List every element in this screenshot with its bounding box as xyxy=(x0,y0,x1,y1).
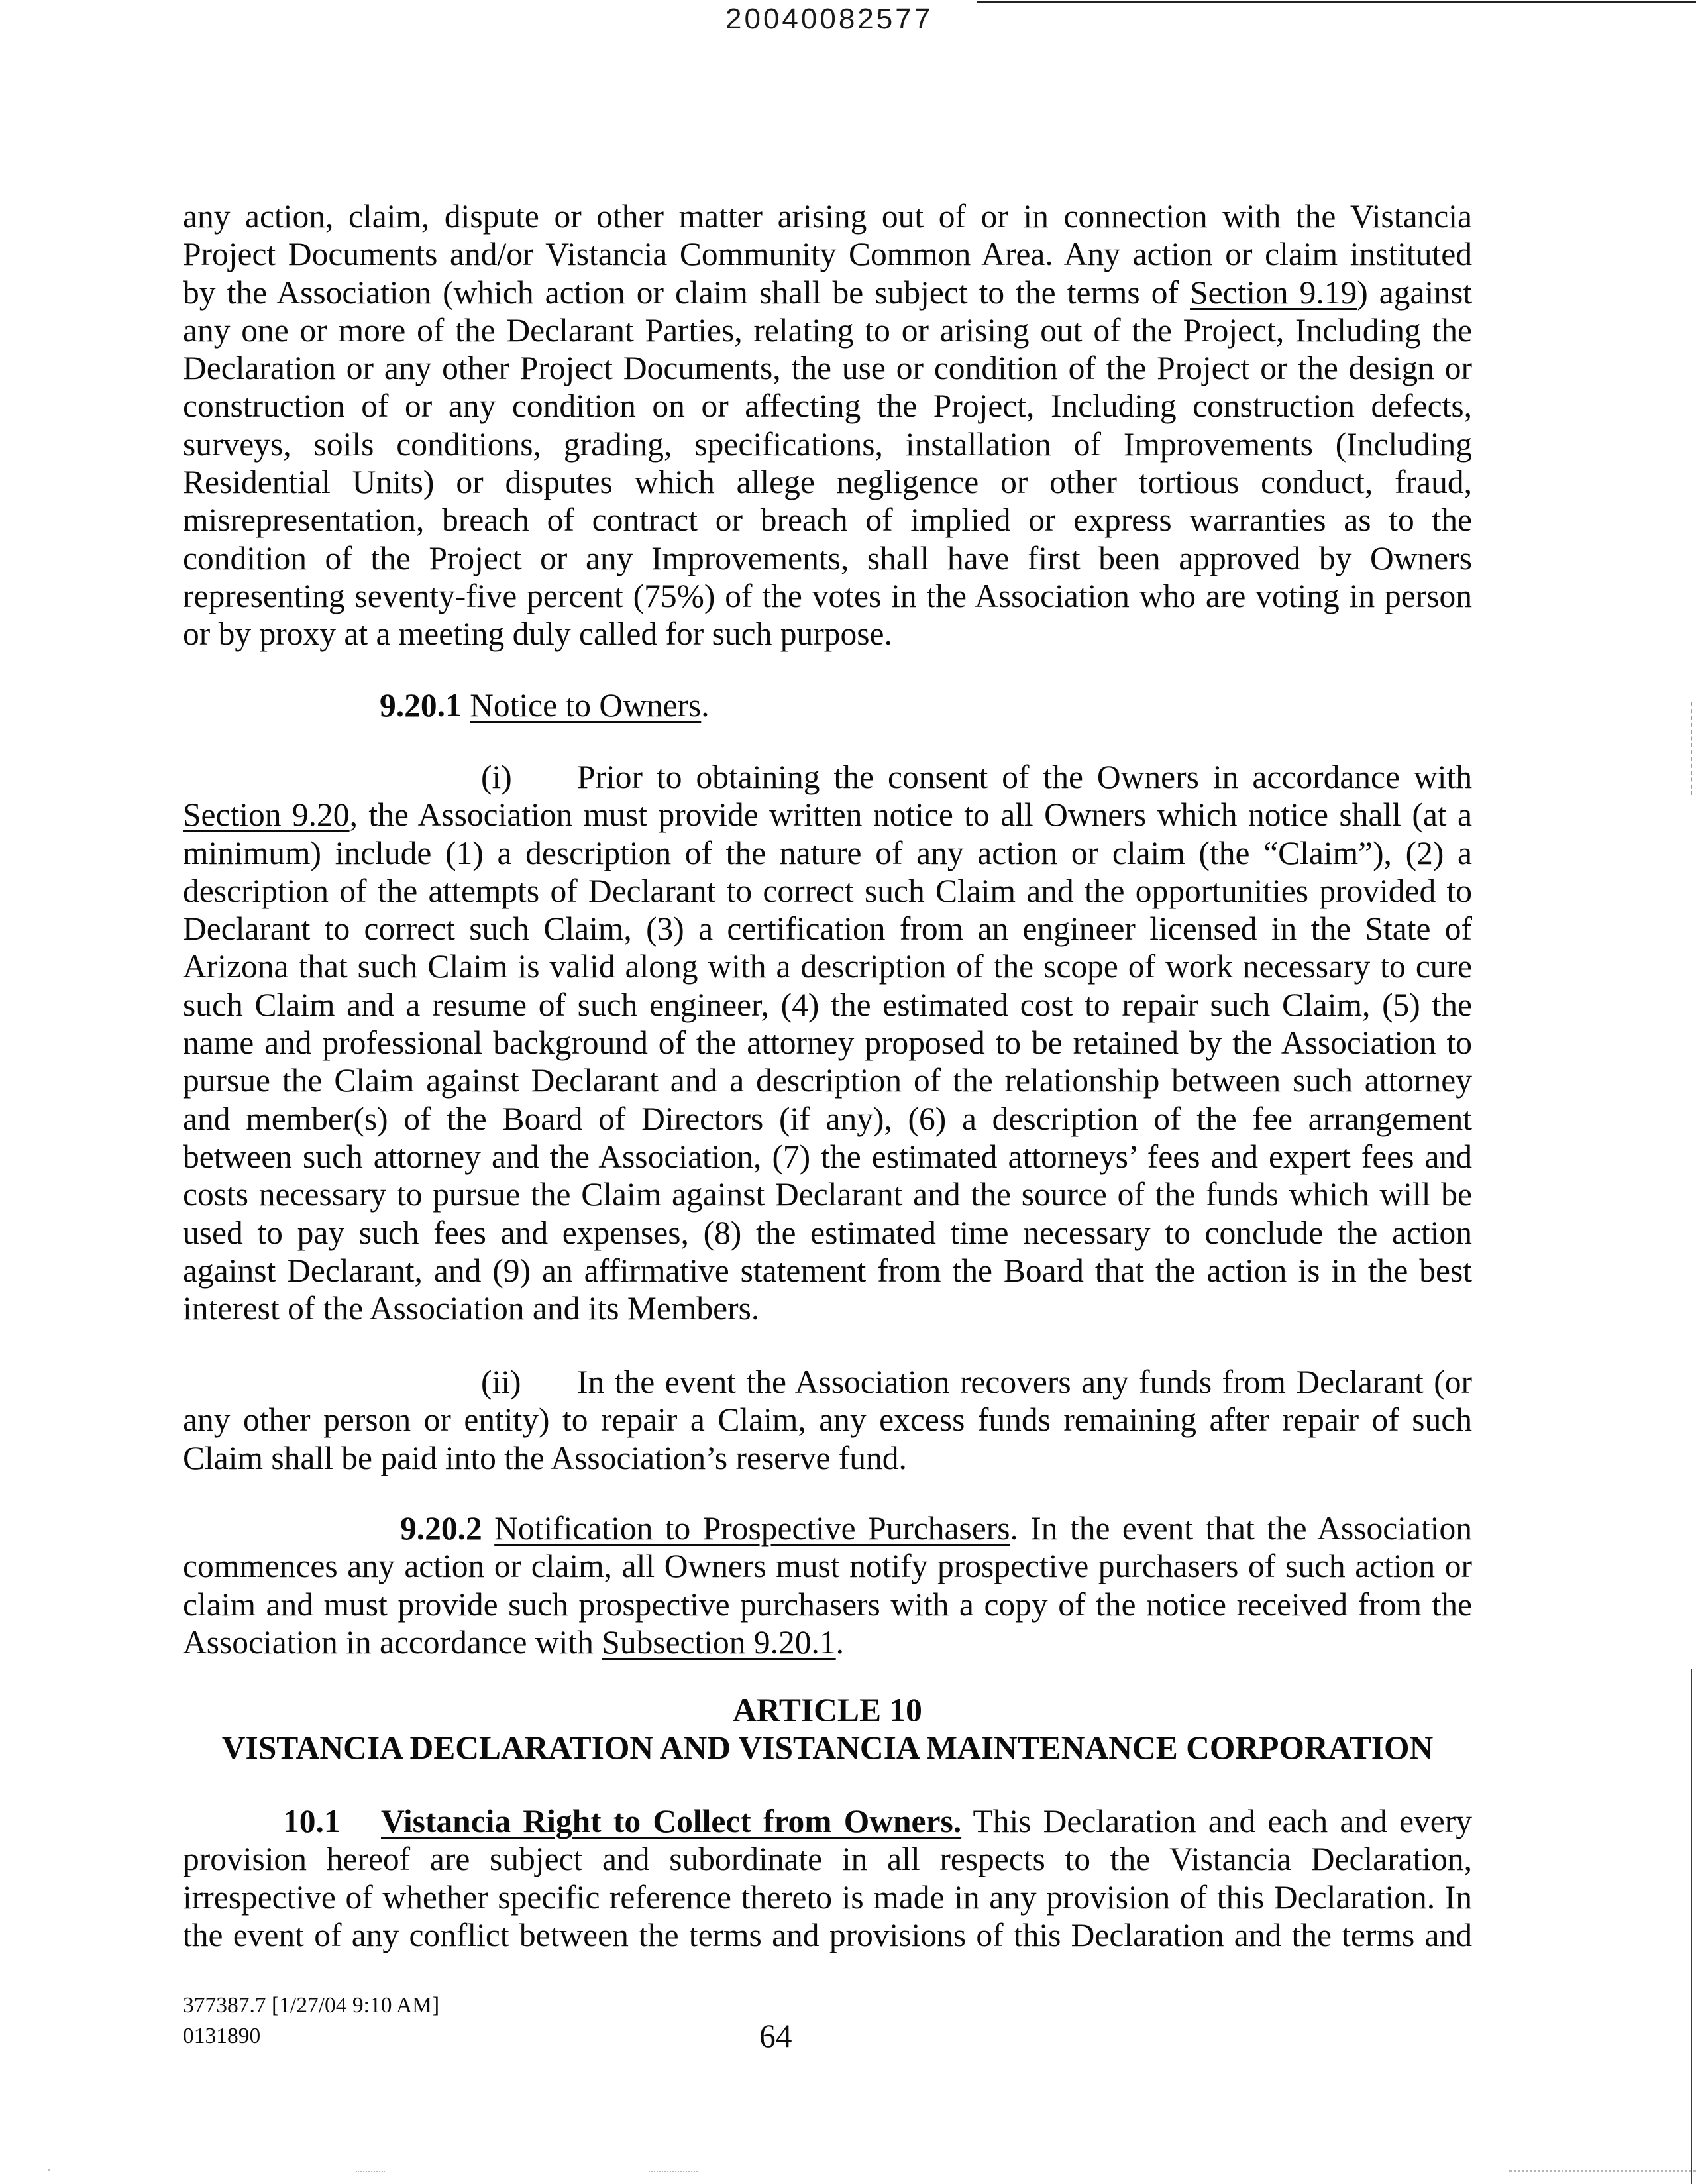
text-run: Project Documents and/or Vistancia Community Common Area. Any action or claim instituted xyxy=(183,236,1472,273)
text-line xyxy=(183,1024,1472,1062)
text-line xyxy=(183,615,1472,653)
text-line xyxy=(183,235,1472,273)
text-line xyxy=(183,1363,1472,1401)
text-line xyxy=(183,1586,1472,1623)
text-line xyxy=(183,796,1472,834)
footer-client-code: 0131890 xyxy=(183,2024,261,2048)
text-run: any one or more of the Declarant Parties, relating to or arising out of the Project, Including the xyxy=(183,311,1472,349)
document-number: 20040082577 xyxy=(725,3,933,35)
text-line xyxy=(183,311,1472,349)
text-line xyxy=(183,1289,1472,1327)
text-line xyxy=(183,387,1472,425)
section-10-1 xyxy=(183,1802,1472,1954)
text-line xyxy=(183,1547,1472,1585)
article-heading xyxy=(183,1691,1472,1767)
paragraph-continuation xyxy=(183,197,1472,653)
text-run: , the Association must provide written notice to all Owners which notice shall (at a xyxy=(349,796,1472,834)
text-run: representing seventy-five percent (75%) of the votes in the Association who are voting in person xyxy=(183,577,1472,614)
underlined-phrase: Subsection 9.20.1 xyxy=(602,1623,836,1661)
text-line xyxy=(183,1214,1472,1252)
text-line xyxy=(183,1175,1472,1213)
underlined-phrase: Section 9.19 xyxy=(1190,274,1357,311)
text-line xyxy=(183,1802,1472,1840)
text-run: description of the attempts of Declarant to correct such Claim and the opportunities provided to xyxy=(183,872,1472,909)
bold-underlined-title: Vistancia Right to Collect from Owners. xyxy=(381,1803,962,1839)
text-run: minimum) include (1) a description of the nature of any action or claim (the “Claim”), (2) a xyxy=(183,834,1472,871)
text-run: In the event the Association recovers any funds from Declarant (or xyxy=(577,1364,1472,1400)
text-run: Arizona that such Claim is valid along with a description of the scope of work necessary to cure xyxy=(183,948,1472,985)
text-run: misrepresentation, breach of contract or breach of implied or express warranties as to the xyxy=(183,502,1472,539)
text-run: or by proxy at a meeting duly called for such purpose. xyxy=(183,616,892,653)
text-line xyxy=(183,1840,1472,1878)
text-line xyxy=(183,197,1472,235)
text-run: surveys, soils conditions, grading, specifications, installation of Improvements (Including xyxy=(183,425,1472,463)
text-line xyxy=(183,349,1472,387)
text-line xyxy=(183,1100,1472,1138)
text-line xyxy=(183,758,1472,796)
clause-ii xyxy=(183,1363,1472,1477)
text-run: This Declaration and each and every xyxy=(961,1803,1472,1839)
article-number: ARTICLE 10 xyxy=(733,1692,922,1728)
scan-artifact xyxy=(356,2171,385,2172)
text-run: any action, claim, dispute or other matter arising out of or in connection with the Vistancia xyxy=(183,198,1472,235)
text-line xyxy=(183,1138,1472,1175)
text-run: interest of the Association and its Members. xyxy=(183,1290,760,1327)
article-title: VISTANCIA DECLARATION AND VISTANCIA MAINTENANCE CORPORATION xyxy=(221,1729,1434,1767)
list-marker: (i) xyxy=(481,759,512,795)
text-run: against Declarant, and (9) an affirmative statement from the Board that the action is in the best xyxy=(183,1252,1472,1289)
text-run: ) against xyxy=(1357,274,1472,311)
text-run: and member(s) of the Board of Directors (if any), (6) a description of the fee arrangement xyxy=(183,1100,1472,1137)
text-line xyxy=(183,463,1472,501)
subsection-9-20-2 xyxy=(183,1509,1472,1661)
text-line xyxy=(183,948,1472,985)
text-line xyxy=(183,1916,1472,1954)
text-run: the event of any conflict between the terms and provisions of this Declaration and the terms and xyxy=(183,1916,1472,1953)
text-line xyxy=(183,1401,1472,1439)
text-line xyxy=(183,539,1472,577)
text-run: construction of or any condition on or affecting the Project, Including construction defects, xyxy=(183,388,1472,425)
text-line xyxy=(183,577,1472,615)
scan-top-rule xyxy=(977,1,1696,3)
page-number: 64 xyxy=(759,2018,792,2054)
text-line xyxy=(183,1879,1472,1916)
text-line xyxy=(183,274,1472,311)
section-number: 10.1 xyxy=(283,1803,341,1839)
text-run: Declaration or any other Project Documents, the use or condition of the Project or the design or xyxy=(183,350,1472,387)
text-run: condition of the Project or any Improvements, shall have first been approved by Owners xyxy=(183,539,1472,576)
subsection-heading-9-20-1 xyxy=(183,686,1472,724)
text-run: by the Association (which action or claim shall be subject to the terms of xyxy=(183,274,1191,311)
text-run: commences any action or claim, all Owners must notify prospective purchasers of such action or xyxy=(183,1548,1472,1585)
section-number: 9.20.1 xyxy=(380,687,470,724)
text-run: name and professional background of the attorney proposed to be retained by the Association to xyxy=(183,1024,1472,1062)
text-line xyxy=(183,1252,1472,1289)
scan-artifact xyxy=(48,2169,50,2171)
text-run: irrespective of whether specific reference thereto is made in any provision of this Declaration. In xyxy=(183,1879,1472,1916)
text-run: Declarant to correct such Claim, (3) a certification from an engineer licensed in the State of xyxy=(183,910,1472,948)
scan-artifact xyxy=(1509,2170,1696,2172)
text-line xyxy=(183,986,1472,1024)
text-line xyxy=(183,872,1472,910)
text-run: claim and must provide such prospective purchasers with a copy of the notice received from the xyxy=(183,1586,1472,1623)
text-run: costs necessary to pursue the Claim against Declarant and the source of the funds which will be xyxy=(183,1176,1472,1213)
list-marker: (ii) xyxy=(481,1364,521,1400)
text-run: used to pay such fees and expenses, (8) the estimated time necessary to conclude the action xyxy=(183,1214,1472,1251)
text-run: Claim shall be paid into the Association’s reserve fund. xyxy=(183,1439,907,1476)
text-run: such Claim and a resume of such engineer, (4) the estimated cost to repair such Claim, (5) the xyxy=(183,986,1472,1023)
section-number: 9.20.2 xyxy=(400,1510,495,1547)
text-run: Prior to obtaining the consent of the Owners in accordance with xyxy=(577,759,1472,795)
underlined-phrase: Notice to Owners xyxy=(470,687,702,724)
text-run: pursue the Claim against Declarant and a description of the relationship between such attorney xyxy=(183,1062,1472,1099)
text-line xyxy=(183,1509,1472,1547)
text-run: . xyxy=(701,687,710,724)
text-line xyxy=(183,501,1472,539)
scan-artifact xyxy=(649,2171,698,2172)
scan-edge-line xyxy=(1691,1669,1692,2184)
text-line xyxy=(183,910,1472,948)
text-line xyxy=(183,686,1472,724)
text-line xyxy=(183,425,1472,463)
text-run: . In the event that the Association xyxy=(1010,1510,1473,1547)
text-run: between such attorney and the Association, (7) the estimated attorneys’ fees and expert fees and xyxy=(183,1138,1472,1175)
text-run: any other person or entity) to repair a Claim, any excess funds remaining after repair of such xyxy=(183,1401,1472,1439)
text-run: . xyxy=(835,1623,845,1661)
text-line xyxy=(183,1439,1472,1477)
scan-edge-artifact xyxy=(1691,702,1692,795)
underlined-phrase: Notification to Prospective Purchasers xyxy=(494,1510,1010,1547)
text-run: Association in accordance with xyxy=(183,1623,602,1661)
text-line xyxy=(183,1623,1472,1661)
text-line xyxy=(183,1062,1472,1099)
clause-i xyxy=(183,758,1472,1327)
text-line xyxy=(183,834,1472,872)
underlined-phrase: Section 9.20 xyxy=(183,796,350,834)
footer-document-reference: 377387.7 [1/27/04 9:10 AM] xyxy=(183,1993,440,2018)
text-run: provision hereof are subject and subordinate in all respects to the Vistancia Declaration, xyxy=(183,1841,1472,1878)
text-run: Residential Units) or disputes which allege negligence or other tortious conduct, fraud, xyxy=(183,464,1472,501)
